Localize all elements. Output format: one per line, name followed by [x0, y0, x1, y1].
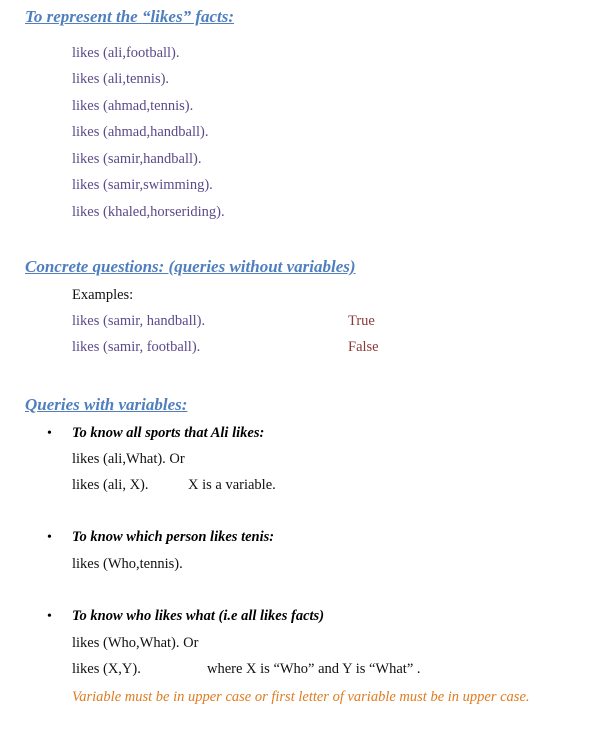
fact-line: likes (ahmad,handball). [72, 124, 209, 140]
section-heading-facts: To represent the “likes” facts: [25, 7, 235, 26]
bullet-icon: • [47, 530, 52, 545]
bullet-title: To know all sports that Ali likes: [72, 425, 265, 441]
example-result: False [348, 339, 379, 355]
bullet-title: To know who likes what (i.e all likes facts) [72, 608, 325, 624]
query-explanation: X is a variable. [188, 477, 276, 493]
fact-line: likes (ali,tennis). [72, 71, 170, 87]
query-line: likes (ali, X). [72, 477, 149, 493]
fact-line: likes (samir,handball). [72, 151, 202, 167]
query-line: likes (X,Y). [72, 661, 141, 677]
section-heading-concrete-questions: Concrete questions: (queries without variables) [25, 257, 356, 276]
example-query: likes (samir, handball). [72, 313, 206, 329]
query-line: likes (ali,What). Or [72, 451, 185, 467]
query-explanation: where X is “Who” and Y is “What” . [207, 661, 421, 677]
bullet-title: To know which person likes tenis: [72, 529, 275, 545]
fact-line: likes (ahmad,tennis). [72, 98, 194, 114]
example-query: likes (samir, football). [72, 339, 201, 355]
bullet-icon: • [47, 426, 52, 441]
fact-line: likes (khaled,horseriding). [72, 204, 225, 220]
fact-line: likes (ali,football). [72, 45, 180, 61]
examples-label: Examples: [72, 287, 134, 303]
section-heading-queries-with-variables: Queries with variables: [25, 395, 188, 414]
upper-case-note: Variable must be in upper case or first letter of variable must be in upper case. [72, 689, 530, 705]
bullet-icon: • [47, 609, 52, 624]
query-line: likes (Who,What). Or [72, 635, 199, 651]
fact-line: likes (samir,swimming). [72, 177, 213, 193]
query-line: likes (Who,tennis). [72, 556, 183, 572]
example-result: True [348, 313, 375, 329]
